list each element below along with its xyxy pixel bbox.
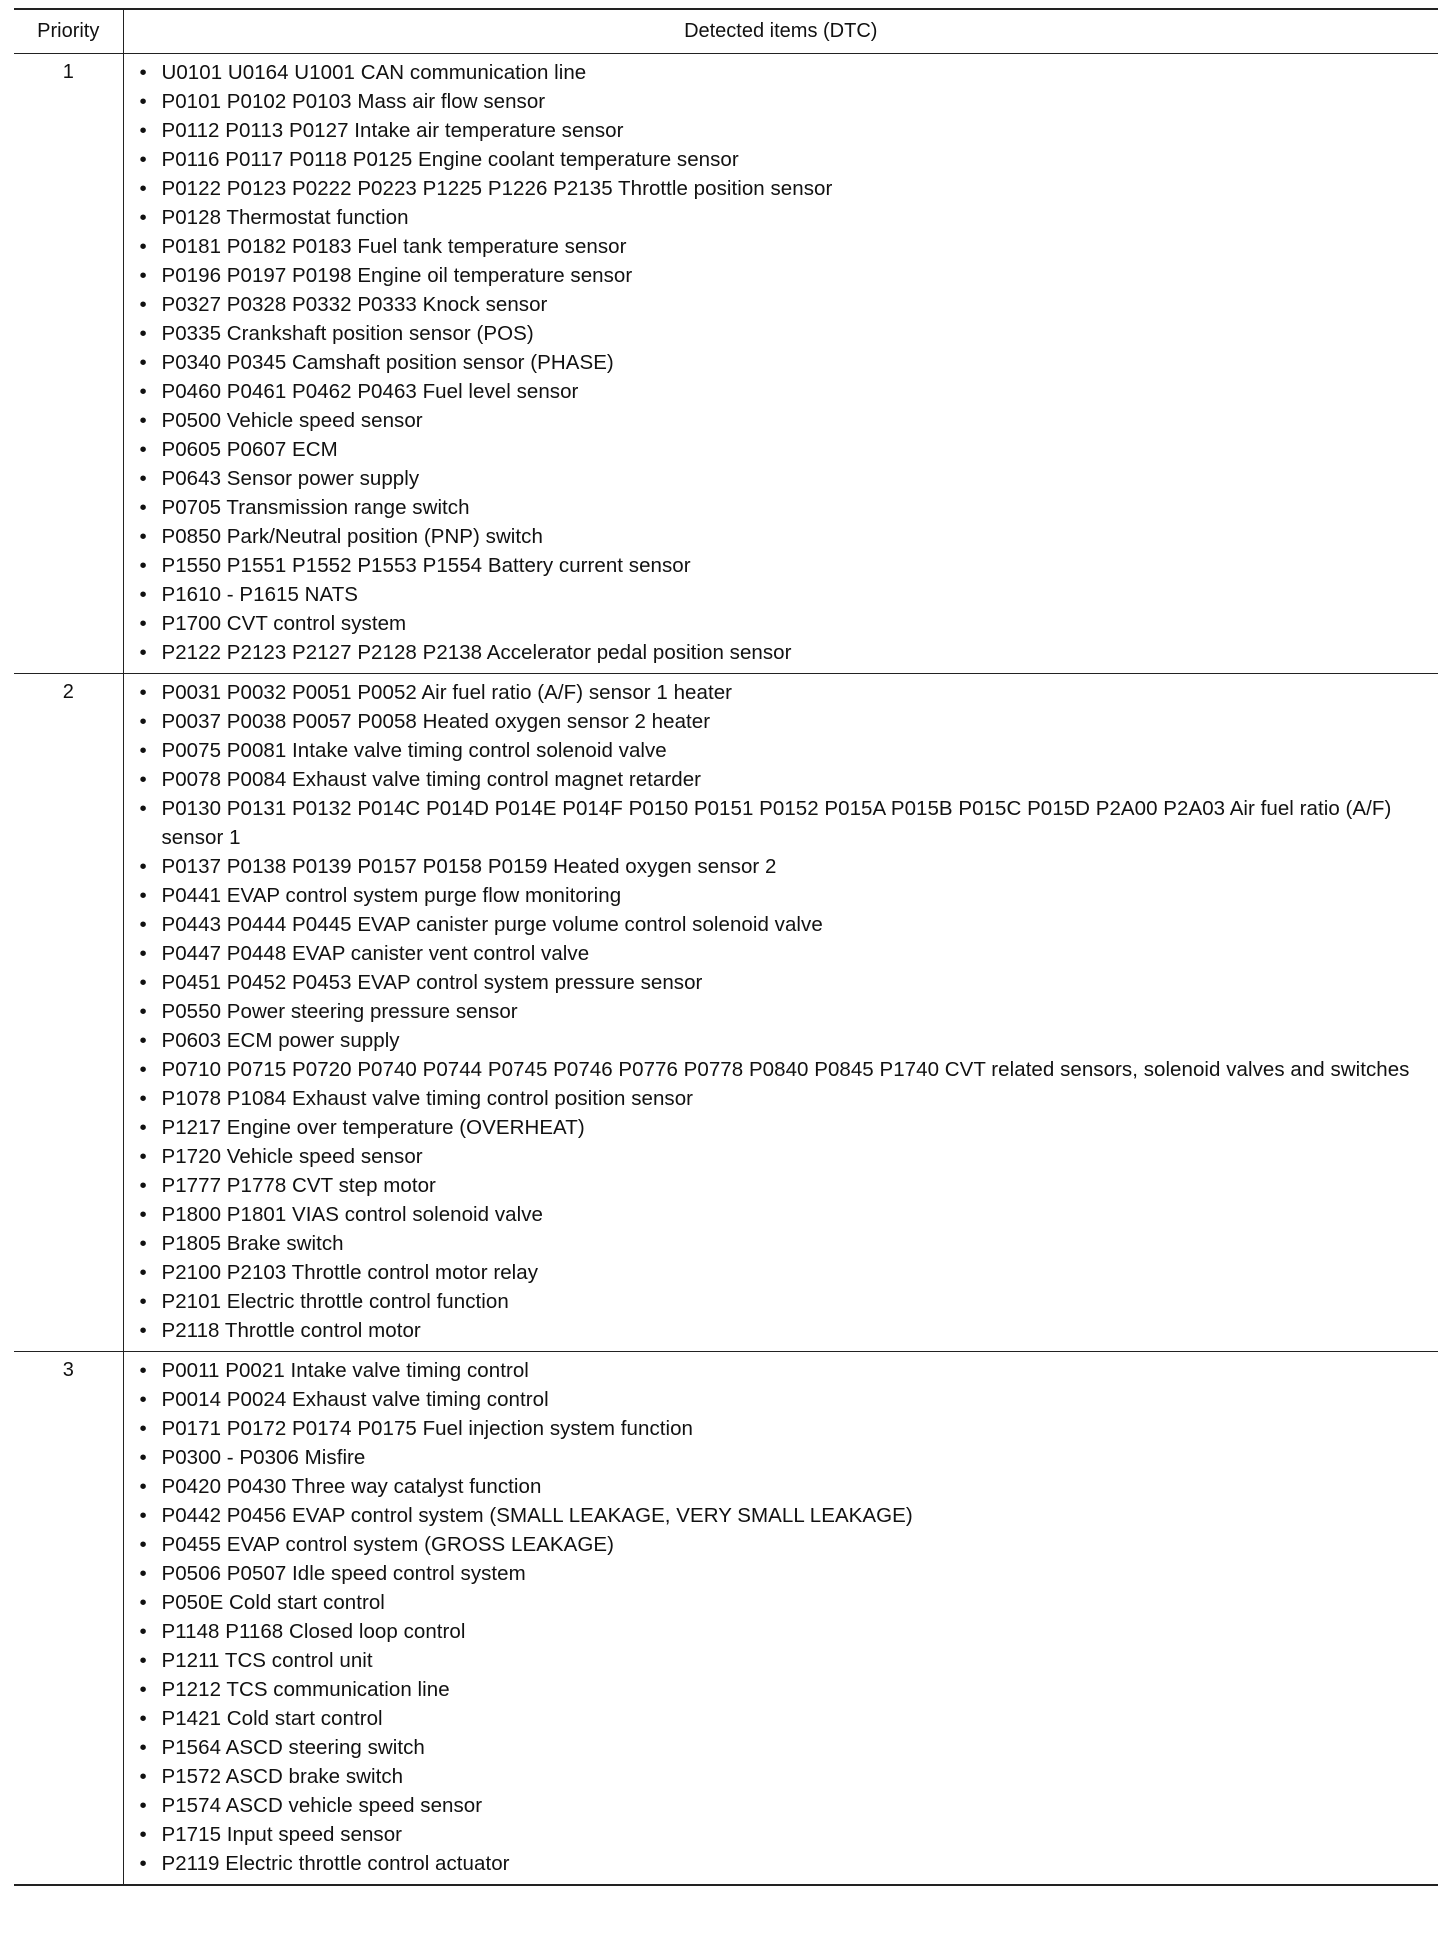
priority-value: 3 <box>14 1352 123 1886</box>
dtc-list-item: • P1805 Brake switch <box>140 1229 1435 1258</box>
dtc-list <box>140 1356 1435 1878</box>
dtc-list-item: • P1421 Cold start control <box>140 1704 1435 1733</box>
dtc-list-item: • P1148 P1168 Closed loop control <box>140 1617 1435 1646</box>
priority-column-header: Priority <box>14 9 123 54</box>
dtc-list-item: • P2119 Electric throttle control actuator <box>140 1849 1435 1878</box>
dtc-list-item: • P0171 P0172 P0174 P0175 Fuel injection system function <box>140 1414 1435 1443</box>
dtc-list-item: • P0335 Crankshaft position sensor (POS) <box>140 319 1435 348</box>
dtc-priority-document <box>14 8 1438 1886</box>
dtc-list-item: • P1078 P1084 Exhaust valve timing control position sensor <box>140 1084 1435 1113</box>
dtc-list-item: • P1700 CVT control system <box>140 609 1435 638</box>
dtc-list-item: • P1212 TCS communication line <box>140 1675 1435 1704</box>
dtc-list-item: • P0710 P0715 P0720 P0740 P0744 P0745 P0746 P0776 P0778 P0840 P0845 P1740 CVT related sensors, solenoid valves and switches <box>140 1055 1435 1084</box>
detected-items-cell <box>123 54 1438 674</box>
dtc-list-item: • P0116 P0117 P0118 P0125 Engine coolant temperature sensor <box>140 145 1435 174</box>
dtc-list-item: • P2101 Electric throttle control function <box>140 1287 1435 1316</box>
dtc-list-item: • P0451 P0452 P0453 EVAP control system pressure sensor <box>140 968 1435 997</box>
dtc-list-item: • P1777 P1778 CVT step motor <box>140 1171 1435 1200</box>
dtc-list-item: • P0443 P0444 P0445 EVAP canister purge volume control solenoid valve <box>140 910 1435 939</box>
priority-value: 1 <box>14 54 123 674</box>
dtc-list-item: • P0196 P0197 P0198 Engine oil temperature sensor <box>140 261 1435 290</box>
dtc-list-item: • P0122 P0123 P0222 P0223 P1225 P1226 P2135 Throttle position sensor <box>140 174 1435 203</box>
dtc-list-item: • P1720 Vehicle speed sensor <box>140 1142 1435 1171</box>
dtc-list-item: • P050E Cold start control <box>140 1588 1435 1617</box>
dtc-list-item: • P0075 P0081 Intake valve timing control solenoid valve <box>140 736 1435 765</box>
priority-group-row <box>14 1352 1438 1886</box>
dtc-list-item: • U0101 U0164 U1001 CAN communication line <box>140 58 1435 87</box>
priority-group-row <box>14 674 1438 1352</box>
dtc-list-item: • P2100 P2103 Throttle control motor relay <box>140 1258 1435 1287</box>
dtc-list-item: • P1572 ASCD brake switch <box>140 1762 1435 1791</box>
dtc-list-item: • P0460 P0461 P0462 P0463 Fuel level sensor <box>140 377 1435 406</box>
dtc-list-item: • P0011 P0021 Intake valve timing control <box>140 1356 1435 1385</box>
dtc-list-item: • P0550 Power steering pressure sensor <box>140 997 1435 1026</box>
dtc-list-item: • P0506 P0507 Idle speed control system <box>140 1559 1435 1588</box>
dtc-list <box>140 678 1435 1345</box>
dtc-list-item: • P0420 P0430 Three way catalyst function <box>140 1472 1435 1501</box>
dtc-list-item: • P0128 Thermostat function <box>140 203 1435 232</box>
dtc-list-item: • P0603 ECM power supply <box>140 1026 1435 1055</box>
dtc-list-item: • P0101 P0102 P0103 Mass air flow sensor <box>140 87 1435 116</box>
dtc-list-item: • P1211 TCS control unit <box>140 1646 1435 1675</box>
dtc-list-item: • P0643 Sensor power supply <box>140 464 1435 493</box>
dtc-list-item: • P2118 Throttle control motor <box>140 1316 1435 1345</box>
dtc-list-item: • P0137 P0138 P0139 P0157 P0158 P0159 Heated oxygen sensor 2 <box>140 852 1435 881</box>
dtc-list-item: • P0500 Vehicle speed sensor <box>140 406 1435 435</box>
dtc-list-item: • P0455 EVAP control system (GROSS LEAKAGE) <box>140 1530 1435 1559</box>
dtc-list-item: • P0441 EVAP control system purge flow monitoring <box>140 881 1435 910</box>
dtc-list-item: • P0340 P0345 Camshaft position sensor (PHASE) <box>140 348 1435 377</box>
dtc-list-item: • P1610 - P1615 NATS <box>140 580 1435 609</box>
dtc-list-item: • P0181 P0182 P0183 Fuel tank temperature sensor <box>140 232 1435 261</box>
dtc-list-item: • P0442 P0456 EVAP control system (SMALL LEAKAGE, VERY SMALL LEAKAGE) <box>140 1501 1435 1530</box>
dtc-list-item: • P2122 P2123 P2127 P2128 P2138 Accelerator pedal position sensor <box>140 638 1435 667</box>
dtc-list-item: • P0447 P0448 EVAP canister vent control valve <box>140 939 1435 968</box>
dtc-list-item: • P0078 P0084 Exhaust valve timing control magnet retarder <box>140 765 1435 794</box>
dtc-list-item: • P0037 P0038 P0057 P0058 Heated oxygen sensor 2 heater <box>140 707 1435 736</box>
dtc-list-item: • P0300 - P0306 Misfire <box>140 1443 1435 1472</box>
table-header-row <box>14 9 1438 54</box>
dtc-list-item: • P0850 Park/Neutral position (PNP) switch <box>140 522 1435 551</box>
dtc-list-item: • P0130 P0131 P0132 P014C P014D P014E P014F P0150 P0151 P0152 P015A P015B P015C P015D P2A00 P2A03 Air fuel ratio (A/F) sensor 1 <box>140 794 1435 852</box>
dtc-list-item: • P0014 P0024 Exhaust valve timing control <box>140 1385 1435 1414</box>
detected-items-column-header: Detected items (DTC) <box>123 9 1438 54</box>
dtc-list-item: • P1550 P1551 P1552 P1553 P1554 Battery current sensor <box>140 551 1435 580</box>
table-body <box>14 54 1438 1886</box>
dtc-list-item: • P0705 Transmission range switch <box>140 493 1435 522</box>
priority-value: 2 <box>14 674 123 1352</box>
priority-group-row <box>14 54 1438 674</box>
dtc-list-item: • P1574 ASCD vehicle speed sensor <box>140 1791 1435 1820</box>
dtc-priority-table <box>14 8 1438 1886</box>
detected-items-cell <box>123 1352 1438 1886</box>
dtc-list <box>140 58 1435 667</box>
dtc-list-item: • P1217 Engine over temperature (OVERHEAT) <box>140 1113 1435 1142</box>
dtc-list-item: • P0327 P0328 P0332 P0333 Knock sensor <box>140 290 1435 319</box>
dtc-list-item: • P0605 P0607 ECM <box>140 435 1435 464</box>
detected-items-cell <box>123 674 1438 1352</box>
dtc-list-item: • P0112 P0113 P0127 Intake air temperature sensor <box>140 116 1435 145</box>
dtc-list-item: • P1564 ASCD steering switch <box>140 1733 1435 1762</box>
dtc-list-item: • P1800 P1801 VIAS control solenoid valve <box>140 1200 1435 1229</box>
dtc-list-item: • P1715 Input speed sensor <box>140 1820 1435 1849</box>
dtc-list-item: • P0031 P0032 P0051 P0052 Air fuel ratio (A/F) sensor 1 heater <box>140 678 1435 707</box>
